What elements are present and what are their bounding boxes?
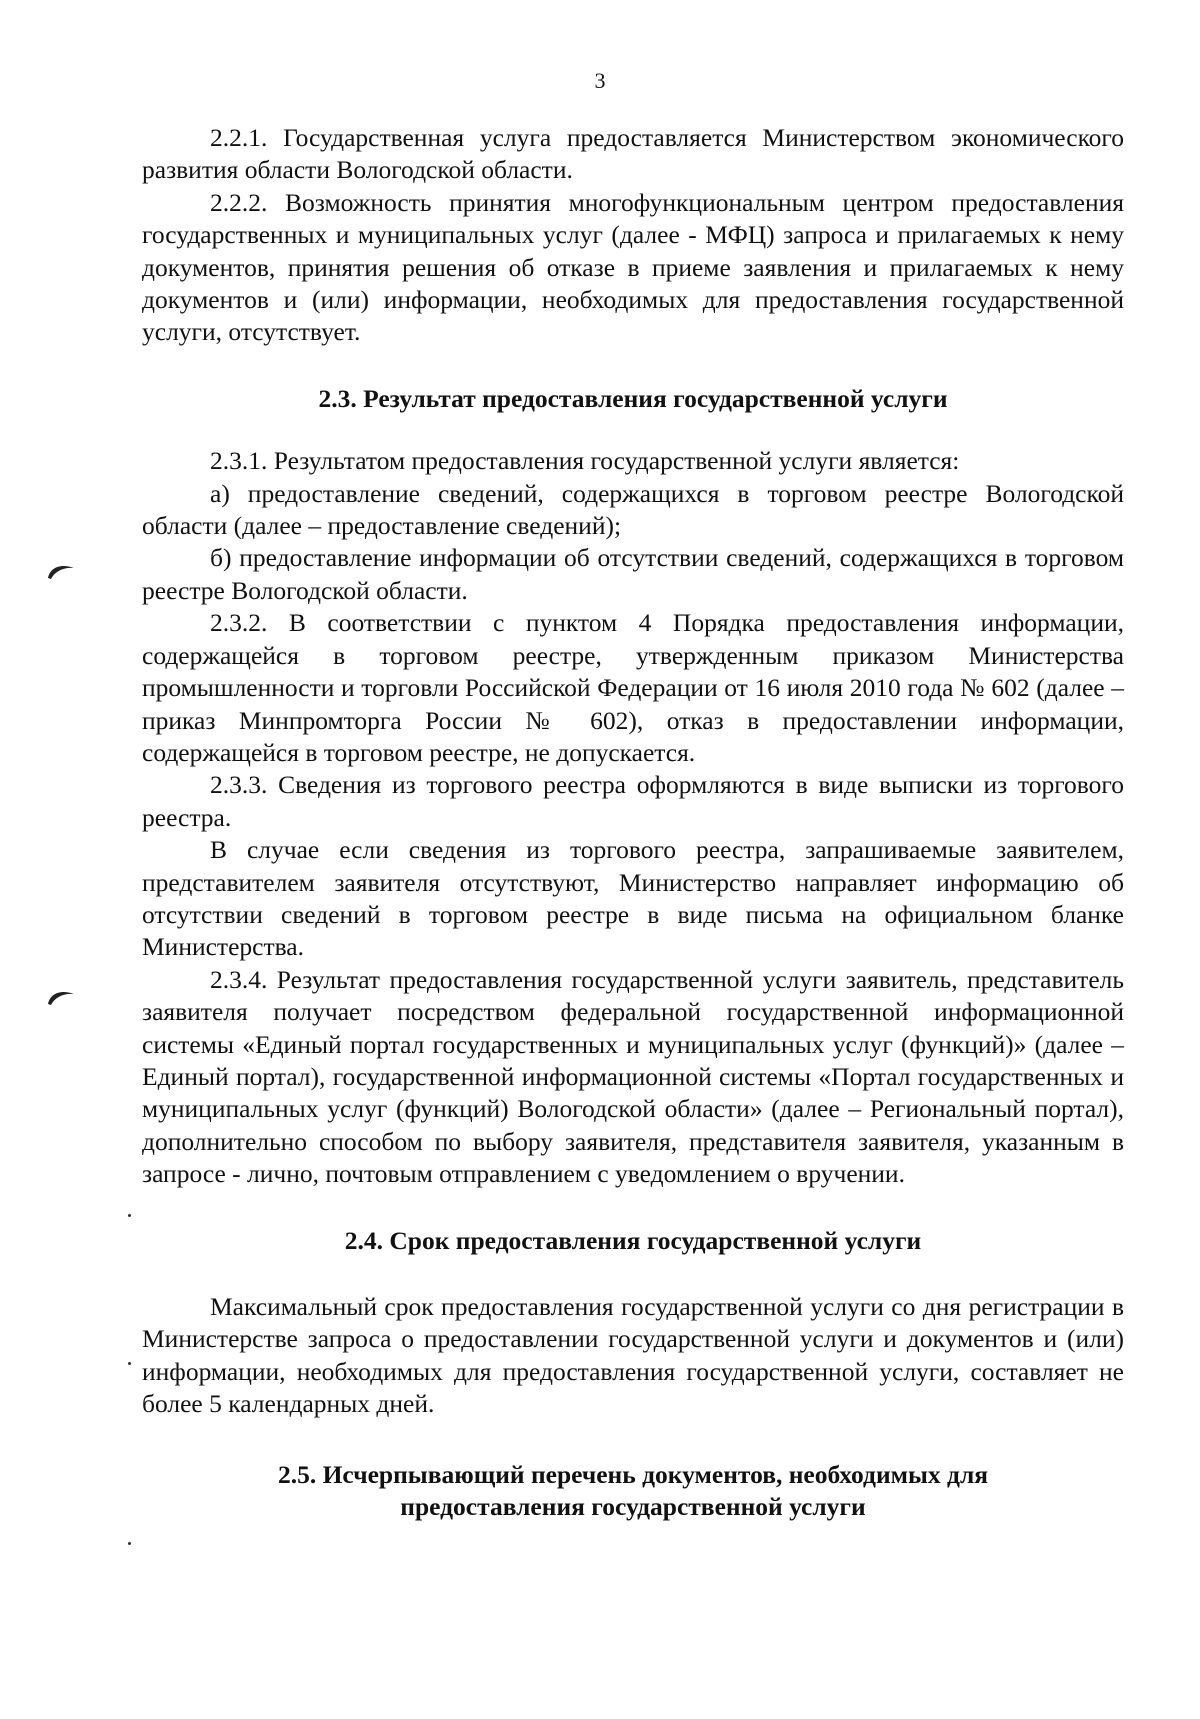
paragraph-2-3-1: 2.3.1. Результатом предоставления государственной услуги является: [210, 446, 960, 476]
paragraph-2-4: Максимальный срок предоставления государственной услуги со дня регистрации в Министерстве запроса о предоставлении государственной услуги и документов и (или) информации, необходимых для предоставления государственной услуги, составляет не более 5 календарных дней. [142, 1292, 1124, 1419]
paragraph-2-3-1-b: б) предоставление информации об отсутствии сведений, содержащихся в торговом реестре Вологодской области. [142, 543, 1124, 605]
paragraph-2-2-2: 2.2.2. Возможность принятия многофункциональным центром предоставления государственных и муниципальных услуг (далее - МФЦ) запроса и прилагаемых к нему документов, принятия решения об отказе в приеме заявления и прилагаемых к нему документов и (или) информации, необходимых для предоставления государственной услуги, отсутствует. [142, 187, 1124, 347]
scan-speck [128, 1362, 131, 1365]
scan-speck [128, 1542, 131, 1545]
page-number: 3 [594, 68, 606, 93]
punch-hole-mark-bottom [46, 988, 76, 1006]
section-heading-2-3: 2.3. Результат предоставления государственной услуги [318, 383, 948, 413]
paragraph-2-3-2: 2.3.2. В соответствии с пунктом 4 Порядка предоставления информации, содержащейся в торговом реестре, утвержденным приказом Министерства промышленности и торговли Российской Федерации от 16 июля 2010 года № 602 (далее – приказ Минпромторга России № 602), отказ в предоставлении информации, содержащейся в торговом реестре, не допускается. [142, 608, 1124, 767]
paragraph-2-3-1-a: а) предоставление сведений, содержащихся в торговом реестре Вологодской области (далее – предоставление сведений); [142, 478, 1124, 541]
paragraph-2-2-1: 2.2.1. Государственная услуга предоставляется Министерством экономического развития области Вологодской области. [142, 123, 1124, 185]
section-heading-2-5-line2: предоставления государственной услуги [400, 1492, 866, 1522]
scan-speck [128, 1214, 131, 1217]
section-heading-2-5-line1: 2.5. Исчерпывающий перечень документов, необходимых для [277, 1459, 989, 1489]
paragraph-2-3-4: 2.3.4. Результат предоставления государственной услуги заявитель, представитель заявителя получает посредством федеральной государственной информационной системы «Единый портал государственных и муниципальных услуг (функций)» (далее – Единый портал), государственной информационной системы «Портал государственных и муниципальных услуг (функций) Вологодской области» (далее – Региональный портал), дополнительно способом по выбору заявителя, представителя заявителя, указанным в запросе - лично, почтовым отправлением с уведомлением о вручении. [142, 964, 1124, 1189]
paragraph-2-3-3-note: В случае если сведения из торгового реестра, запрашиваемые заявителем, представителем заявителя отсутствуют, Министерство направляет информацию об отсутствии сведений в торговом реестре в виде письма на официальном бланке Министерства. [142, 835, 1124, 962]
document-body [142, 122, 1124, 1523]
paragraph-2-3-3: 2.3.3. Сведения из торгового реестра оформляются в виде выписки из торгового реестра. [142, 770, 1124, 832]
punch-hole-mark-top [46, 562, 76, 580]
section-heading-2-4: 2.4. Срок предоставления государственной услуги [344, 1225, 922, 1255]
